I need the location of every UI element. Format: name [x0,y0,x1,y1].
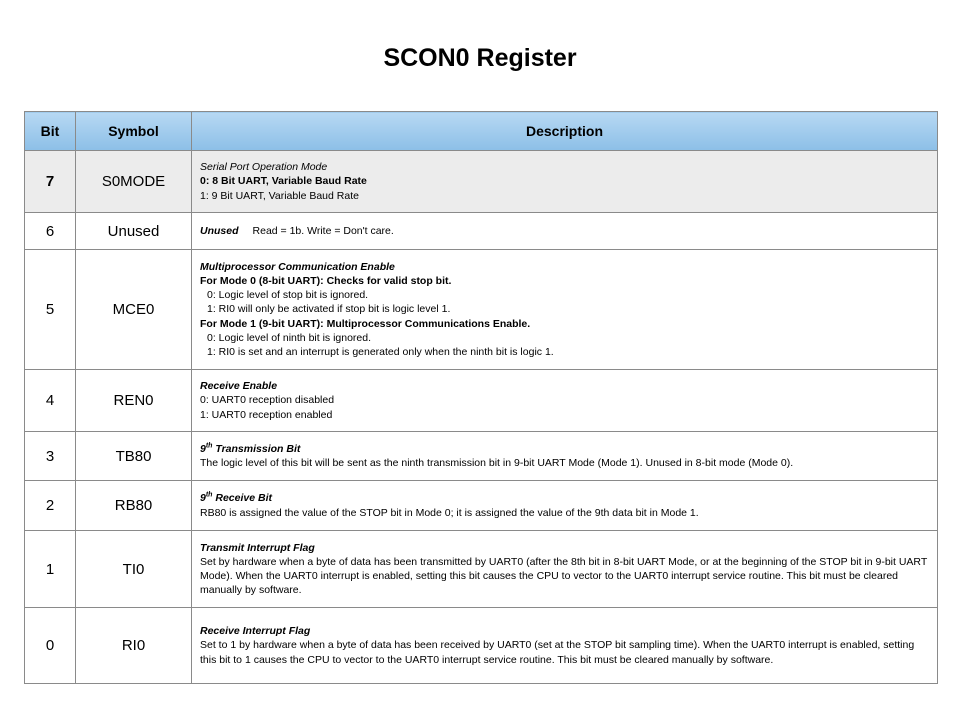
symbol-cell: MCE0 [76,250,192,370]
description-cell [192,531,938,608]
description-line: The logic level of this bit will be sent as the ninth transmission bit in 9-bit UART Mode (Mode 1). Unused in 8-bit mode (Mode 0). [200,457,794,469]
description-line: 0: Logic level of stop bit is ignored. [207,289,369,302]
symbol-cell: Unused [76,213,192,250]
symbol-cell: RB80 [76,481,192,531]
description-line: 1: 9 Bit UART, Variable Baud Rate [200,189,359,202]
table-row [25,481,938,531]
description-line: 0: Logic level of ninth bit is ignored. [207,331,372,344]
description-cell [192,151,938,213]
header-description: Description [192,112,938,151]
bit-cell: 3 [25,432,76,481]
description-cell [192,250,938,370]
description-title: Transmit Interrupt Flag [200,541,315,554]
symbol-cell: TI0 [76,531,192,608]
symbol-cell: S0MODE [76,151,192,213]
description-cell [192,213,938,250]
description-line: For Mode 0 (8-bit UART): Checks for valid stop bit. [200,274,452,287]
register-table [24,111,938,684]
bit-cell: 5 [25,250,76,370]
table-row [25,432,938,481]
symbol-cell: TB80 [76,432,192,481]
description-title: Serial Port Operation Mode [200,161,328,174]
description-line: Set to 1 by hardware when a byte of data has been received by UART0 (set at the STOP bit sampling time). When the UART0 interrupt is enabled, setting this bit to 1 causes the CPU to vector to the UART0 interrupt service routine. This bit must be cleared manually by software. [200,639,915,666]
bit-cell: 1 [25,531,76,608]
bit-cell: 4 [25,370,76,432]
description-cell [192,608,938,684]
description-cell [192,481,938,531]
description-title: Unused [200,224,239,237]
table-row [25,608,938,684]
header-row [25,112,938,151]
description-title: Receive Interrupt Flag [200,625,311,638]
table-row [25,250,938,370]
description-title: 9th Transmission Bit [200,442,301,455]
table-row [25,370,938,432]
bit-cell: 7 [25,151,76,213]
page-title: SCON0 Register [383,44,577,72]
description-line: 1: RI0 will only be activated if stop bit is logic level 1. [207,303,451,316]
description-line: Read = 1b. Write = Don't care. [252,224,394,237]
bit-cell: 6 [25,213,76,250]
description-cell [192,370,938,432]
description-line: 0: 8 Bit UART, Variable Baud Rate [200,175,367,188]
description-title: 9th Receive Bit [200,491,272,505]
description-line: 1: RI0 is set and an interrupt is generated only when the ninth bit is logic 1. [207,346,554,358]
description-line: Set by hardware when a byte of data has been transmitted by UART0 (after the 8th bit in 8-bit UART Mode, or at the beginning of the STOP bit in 9-bit UART Mode). When the UART0 interrupt is enabled, setting this bit causes the CPU to vector to the UART0 interrupt service routine. This bit must be cleared manually by software. [200,555,928,597]
symbol-cell: REN0 [76,370,192,432]
header-symbol: Symbol [76,112,192,151]
bit-cell: 2 [25,481,76,531]
description-title: Multiprocessor Communication Enable [200,260,395,273]
table-row [25,151,938,213]
description-line: 1: UART0 reception enabled [200,408,333,421]
description-line: 0: UART0 reception disabled [200,394,335,407]
header-bit: Bit [25,112,76,151]
description-line: For Mode 1 (9-bit UART): Multiprocessor Communications Enable. [200,317,531,330]
symbol-cell: RI0 [76,608,192,684]
description-cell [192,432,938,481]
table-row [25,213,938,250]
bit-cell: 0 [25,608,76,684]
description-title: Receive Enable [200,380,278,393]
description-line: RB80 is assigned the value of the STOP bit in Mode 0; it is assigned the value of the 9th data bit in Mode 1. [200,506,699,519]
table-row [25,531,938,608]
